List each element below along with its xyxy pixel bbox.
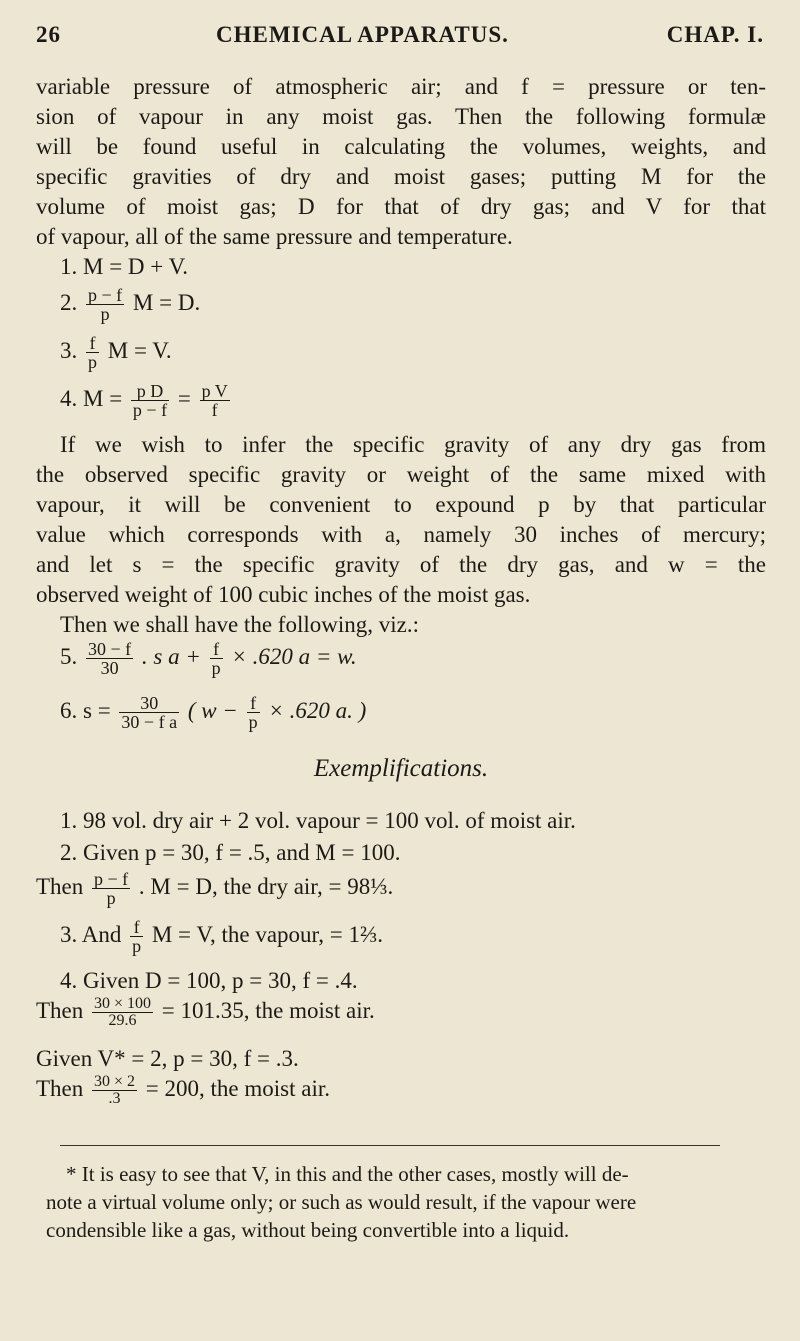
formula-text: = 200, the moist air. [145, 1076, 330, 1101]
formula-text: . s a + [141, 643, 201, 669]
fraction: $\frac{p - f}{p}$ [94, 869, 129, 908]
formula-text: ( w − [187, 697, 238, 723]
page-body [36, 72, 766, 1122]
formula-number: 3. [60, 337, 78, 363]
formula-1 [36, 252, 766, 286]
fraction: $\frac{p - f}{p}$ [88, 285, 123, 324]
formula-text: . M = D, the dry air, = 98⅓. [138, 873, 394, 899]
formula-text: 6. s = [60, 697, 111, 723]
formula-number: 5. [60, 643, 78, 669]
fraction: $\frac{f}{p}$ [248, 693, 258, 732]
footnote [46, 1160, 766, 1244]
intro-paragraph [36, 72, 766, 252]
chapter-label: CHAP. I. [666, 22, 764, 47]
fraction: $\frac{30 \times 100}{29.6}$ [94, 995, 152, 1030]
fraction: $\frac{f}{p}$ [88, 333, 97, 372]
text-line: the observed specific gravity or weight of the same mixed with [36, 462, 766, 487]
formula-text: M = V, the vapour, = 1⅔. [151, 921, 384, 947]
formula-3 [36, 334, 766, 382]
fraction: $\frac{\text{p D}}{p - f}$ [132, 381, 168, 420]
example-3 [36, 918, 766, 966]
page-number: 26 [36, 22, 61, 47]
formula-6 [36, 694, 766, 742]
footnote-line: note a virtual volume only; or such as would result, if the vapour were [46, 1190, 637, 1214]
fraction: $\frac{30 - f}{30}$ [88, 639, 132, 678]
footnote-rule [60, 1145, 720, 1146]
formula-number: 2. [60, 289, 78, 315]
second-paragraph [36, 430, 766, 640]
formula-text: M = V. [107, 337, 172, 363]
example-1: 1. 98 vol. dry air + 2 vol. vapour = 100 vol. of moist air. [60, 808, 576, 833]
example-5: Given V* = 2, p = 30, f = .3. [36, 1046, 299, 1071]
fraction: $\frac{30 \times 2}{.3}$ [94, 1073, 136, 1108]
formula-text: 4. M = [60, 385, 123, 411]
fraction: $\frac{f}{p}$ [132, 917, 142, 956]
footnote-line: condensible like a gas, without being convertible into a liquid. [46, 1218, 570, 1242]
formula-text: × .620 a. ) [268, 697, 367, 723]
text-line: variable pressure of atmospheric air; and f = pressure or ten- [36, 74, 766, 99]
text-line: observed weight of 100 cubic inches of the moist gas. [36, 582, 531, 607]
formula-text: = [177, 385, 191, 411]
footnote-line: * It is easy to see that V, in this and the other cases, mostly will de- [66, 1162, 629, 1186]
text-line: and let s = the specific gravity of the dry gas, and w = the [36, 552, 766, 577]
fraction: $\frac{f}{p}$ [211, 639, 221, 678]
formula-text: 1. M = D + V. [60, 254, 188, 279]
formula-text: 3. And [60, 921, 122, 947]
text-line: of vapour, all of the same pressure and temperature. [36, 224, 513, 249]
formula-text: × .620 a = w. [231, 643, 357, 669]
text-line: volume of moist gas; D for that of dry gas; and V for that [36, 194, 766, 219]
running-title: CHEMICAL APPARATUS. [216, 22, 509, 47]
formula-4 [36, 382, 766, 430]
example-2-then [36, 870, 766, 918]
fraction: $\frac{30}{\text{30 − f a}}$ [121, 693, 178, 732]
formula-text: Then [36, 1076, 84, 1101]
text-line: value which corresponds with a, namely 30 inches of mercury; [36, 522, 766, 547]
example-4: 4. Given D = 100, p = 30, f = .4. [60, 968, 358, 993]
section-title: Exemplifications. [313, 755, 489, 782]
page-header [36, 22, 764, 56]
text-line: If we wish to infer the specific gravity of any dry gas from [60, 432, 766, 457]
formula-5 [36, 640, 766, 688]
formula-text: Then [36, 873, 84, 899]
text-line: Then we shall have the following, viz.: [60, 612, 419, 637]
formula-text: M = D. [132, 289, 201, 315]
text-line: specific gravities of dry and moist gases; putting M for the [36, 164, 766, 189]
formula-text: = 101.35, the moist air. [161, 998, 375, 1023]
formula-2 [36, 286, 766, 334]
fraction: $\frac{\text{p V}}{f}$ [201, 381, 228, 420]
example-4-then [36, 996, 766, 1044]
text-line: will be found useful in calculating the volumes, weights, and [36, 134, 766, 159]
example-5-then [36, 1074, 766, 1122]
formula-text: Then [36, 998, 84, 1023]
text-line: vapour, it will be convenient to expound p by that particular [36, 492, 766, 517]
example-2: 2. Given p = 30, f = .5, and M = 100. [60, 840, 401, 865]
text-line: sion of vapour in any moist gas. Then the following formulæ [36, 104, 766, 129]
